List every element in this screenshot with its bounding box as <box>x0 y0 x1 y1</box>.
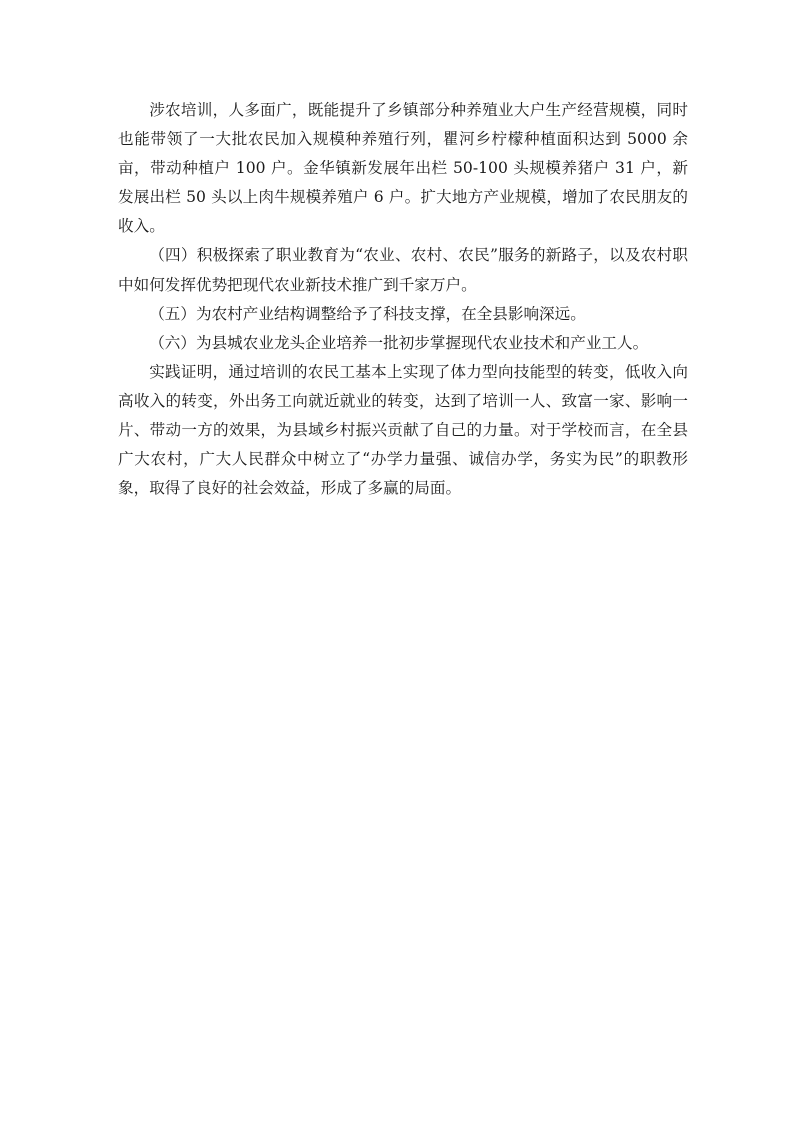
paragraph-item-four: （四）积极探索了职业教育为“农业、农村、农民”服务的新路子，以及农村职中如何发挥优势把现代农业新技术推广到千家万户。 <box>118 246 688 294</box>
document-body <box>118 96 688 503</box>
paragraph-item-five: （五）为农村产业结构调整给予了科技支撑，在全县影响深远。 <box>149 304 586 323</box>
paragraph-item-six: （六）为县城农业龙头企业培养一批初步掌握现代农业技术和产业工人。 <box>149 333 649 352</box>
paragraph-training-scale: 涉农培训，人多面广，既能提升了乡镇部分种养殖业大户生产经营规模，同时也能带领了一大批农民加入规模种养殖行列，瞿河乡柠檬种植面积达到 5000 余亩，带动种植户 100 户。金华镇新发展年出栏 50-100 头规模养猪户 31 户，新发展出栏 50 头以上肉牛规模养殖户 6 户。扩大地方产业规模，增加了农民朋友的收入。 <box>118 101 688 236</box>
paragraph-conclusion: 实践证明，通过培训的农民工基本上实现了体力型向技能型的转变，低收入向高收入的转变，外出务工向就近就业的转变，达到了培训一人、致富一家、影响一片、带动一方的效果，为县域乡村振兴贡献了自己的力量。对于学校而言，在全县广大农村，广大人民群众中树立了“办学力量强、诚信办学，务实为民”的职教形象，取得了良好的社会效益，形成了多赢的局面。 <box>118 362 688 498</box>
